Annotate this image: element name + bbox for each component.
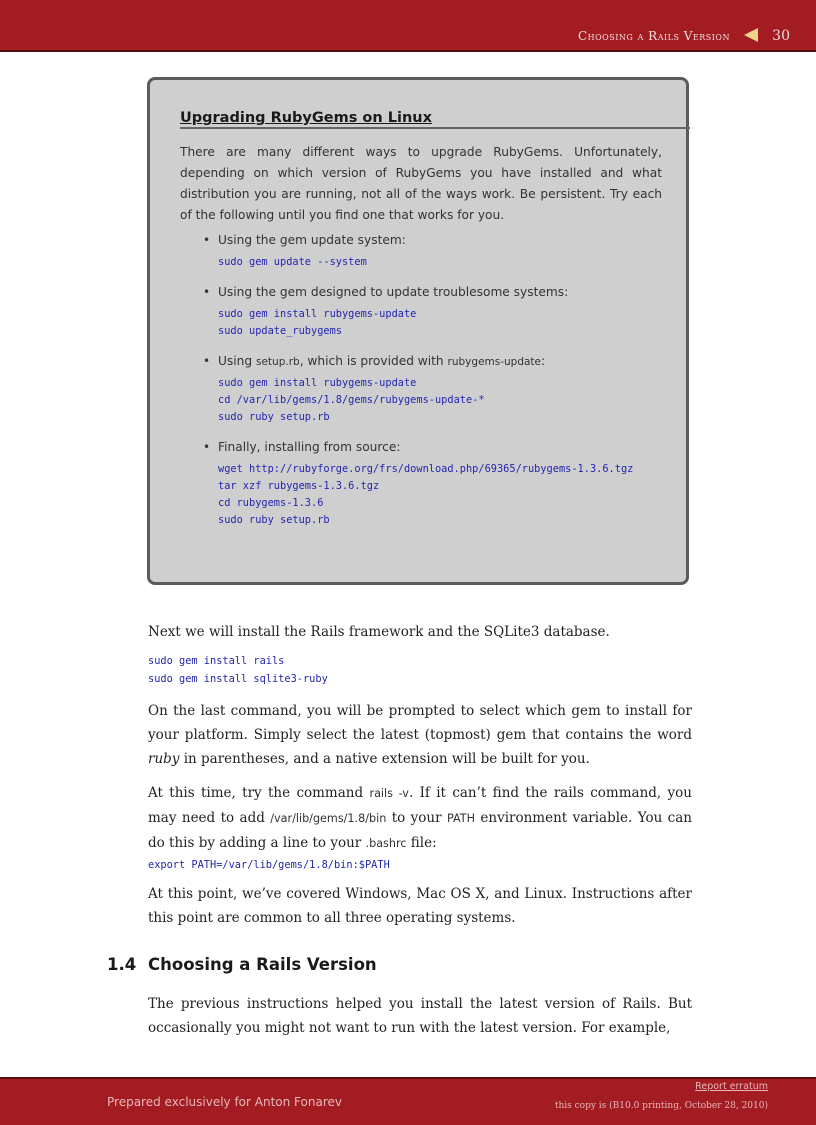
left-arrow-icon: [744, 28, 758, 42]
paragraph: On the last command, you will be prompted to select which gem to install for your platform. Simply select the latest (topmost) gem that contains the word ruby in parentheses, and a native extension will be built for you.: [148, 703, 692, 767]
prepared-for-text: Prepared exclusively for Anton Fonarev: [107, 1095, 342, 1109]
sidebar-title: Upgrading RubyGems on Linux: [180, 110, 690, 129]
code-block: sudo gem install rails sudo gem install sqlite3-ruby: [148, 655, 328, 685]
paragraph: At this time, try the command rails -v. If it can’t find the rails command, you may need to add /var/lib/gems/1.8/bin to your PATH environment variable. You can do this by adding a line to your .bashrc file:: [148, 785, 692, 851]
list-item-text: :: [541, 354, 546, 368]
list-item-text: , which is provided with: [299, 354, 448, 368]
sidebar-intro: There are many different ways to upgrade RubyGems. Unfortunately, depending on which version of RubyGems you have installed and what distribution you are running, not all of the ways work. Be persistent. Try each of the following until you find one that works for you.: [180, 145, 662, 222]
emphasis-text: ruby: [148, 751, 180, 767]
sidebar-box: [147, 77, 689, 585]
list-item-text: Finally, installing from source:: [218, 440, 401, 454]
bullet-icon: •: [203, 440, 211, 454]
paragraph: At this point, we’ve covered Windows, Mac OS X, and Linux. Instructions after this point are common to all three operating systems.: [148, 886, 692, 926]
paragraph: Next we will install the Rails framework and the SQLite3 database.: [148, 624, 610, 640]
page-header: [0, 0, 816, 52]
inline-command: rails -v: [369, 787, 409, 800]
code-block: sudo gem install rubygems-update sudo update_rubygems: [218, 308, 417, 337]
running-header-title: Choosing a Rails Version: [577, 29, 730, 43]
code-block: export PATH=/var/lib/gems/1.8/bin:$PATH: [148, 859, 390, 871]
sidebar-list: [198, 233, 668, 543]
list-item: [198, 285, 668, 340]
code-block: sudo gem install rubygems-update cd /var/lib/gems/1.8/gems/rubygems-update-* sudo ruby setup.rb: [218, 377, 485, 423]
list-item-text: Using: [218, 354, 256, 368]
page-footer: [0, 1077, 816, 1125]
section-heading: [107, 955, 377, 974]
page-number: 30: [772, 28, 790, 44]
section-number: 1.4: [107, 955, 137, 974]
paragraph: The previous instructions helped you install the latest version of Rails. But occasionally you might not want to run with the latest version. For example,: [148, 996, 692, 1036]
copy-info: this copy is (B10.0 printing, October 28, 2010): [554, 1101, 768, 1111]
list-item: [198, 354, 668, 426]
inline-file: .bashrc: [365, 837, 407, 850]
inline-path: /var/lib/gems/1.8/bin: [270, 812, 387, 825]
report-erratum-link[interactable]: Report erratum: [695, 1081, 768, 1092]
list-item: [198, 440, 668, 529]
bullet-icon: •: [203, 233, 211, 247]
list-item: [198, 233, 668, 271]
inline-env-var: PATH: [446, 812, 475, 825]
bullet-icon: •: [203, 354, 211, 368]
code-block: wget http://rubyforge.org/frs/download.php/69365/rubygems-1.3.6.tgz tar xzf rubygems-1.3.6.tgz cd rubygems-1.3.6 sudo ruby setup.rb: [218, 463, 634, 526]
section-title: Choosing a Rails Version: [148, 955, 377, 974]
code-block: sudo gem update --system: [218, 256, 367, 268]
list-item-text: Using the gem update system:: [218, 233, 406, 247]
file-name: setup.rb: [256, 356, 300, 368]
gem-name: rubygems-update: [447, 356, 542, 368]
bullet-icon: •: [203, 285, 211, 299]
list-item-text: Using the gem designed to update troublesome systems:: [218, 285, 569, 299]
